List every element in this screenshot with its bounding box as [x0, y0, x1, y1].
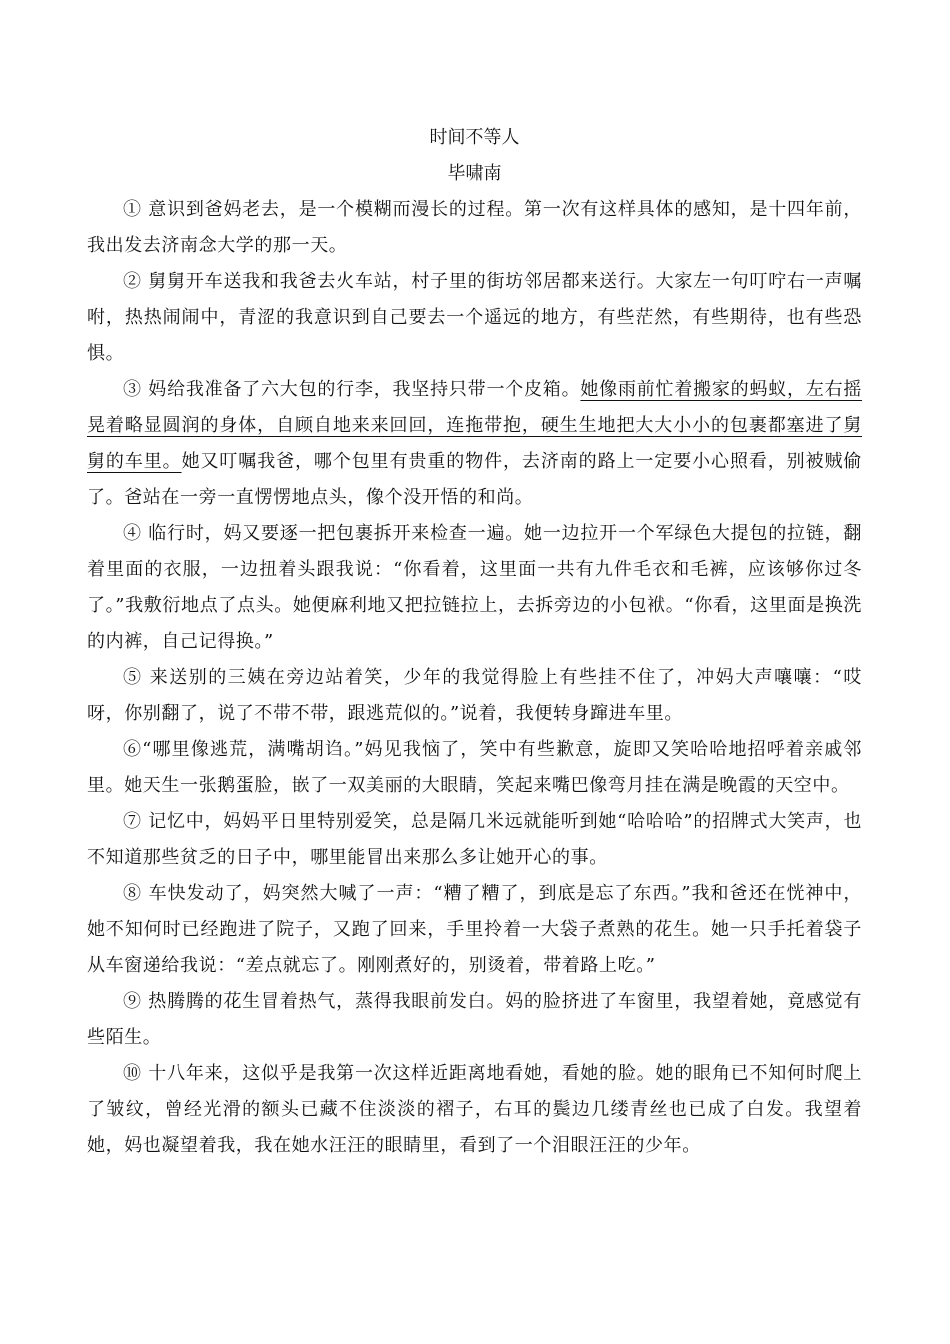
- paragraph-text: ① 意识到爸妈老去，是一个模糊而漫长的过程。第一次有这样具体的感知，是十四年前，我出发去济南念大学的那一天。: [87, 199, 862, 256]
- paragraph: [87, 372, 862, 516]
- paragraph: [87, 264, 862, 372]
- article-body: [87, 192, 862, 1164]
- paragraph-text: ⑦ 记忆中，妈妈平日里特别爱笑，总是隔几米远就能听到她“哈哈哈”的招牌式大笑声，也不知道那些贫乏的日子中，哪里能冒出来那么多让她开心的事。: [87, 811, 862, 868]
- paragraph: [87, 804, 862, 876]
- document-page: [87, 120, 862, 1164]
- paragraph-text: ④ 临行时，妈又要逐一把包裹拆开来检查一遍。她一边拉开一个军绿色大提包的拉链，翻着里面的衣服，一边扭着头跟我说：“你看着，这里面一共有九件毛衣和毛裤，应该够你过冬了。”我敷衍地点了点头。她便麻利地又把拉链拉上，去拆旁边的小包袱。“你看，这里面是换洗的内裤，自己记得换。”: [87, 523, 862, 652]
- paragraph: [87, 660, 862, 732]
- paragraph: [87, 1056, 862, 1164]
- paragraph-text: 她又叮嘱我爸，哪个包里有贵重的物件，去济南的路上一定要小心照看，别被贼偷了。爸站在一旁一直愣愣地点头，像个没开悟的和尚。: [87, 451, 863, 508]
- paragraph-text: ③ 妈给我准备了六大包的行李，我坚持只带一个皮箱。: [123, 379, 581, 400]
- paragraph-text: ② 舅舅开车送我和我爸去火车站，村子里的街坊邻居都来送行。大家左一句叮咛右一声嘱咐，热热闹闹中，青涩的我意识到自己要去一个遥远的地方，有些茫然，有些期待，也有些恐惧。: [87, 271, 862, 364]
- paragraph-text: ⑤ 来送别的三姨在旁边站着笑，少年的我觉得脸上有些挂不住了，冲妈大声嚷嚷：“哎呀，你别翻了，说了不带不带，跟逃荒似的。”说着，我便转身蹿进车里。: [87, 667, 862, 724]
- paragraph-text: ⑥“哪里像逃荒，满嘴胡诌。”妈见我恼了，笑中有些歉意，旋即又笑哈哈地招呼着亲戚邻里。她天生一张鹅蛋脸，嵌了一双美丽的大眼睛，笑起来嘴巴像弯月挂在满是晚霞的天空中。: [87, 739, 862, 796]
- paragraph-text: ⑧ 车快发动了，妈突然大喊了一声：“糟了糟了，到底是忘了东西。”我和爸还在恍神中，她不知何时已经跑进了院子，又跑了回来，手里拎着一大袋子煮熟的花生。她一只手托着袋子从车窗递给我说：“差点就忘了。刚刚煮好的，别烫着，带着路上吃。”: [87, 883, 862, 976]
- paragraph: [87, 192, 862, 264]
- paragraph-text: ⑨ 热腾腾的花生冒着热气，蒸得我眼前发白。妈的脸挤进了车窗里，我望着她，竟感觉有些陌生。: [87, 991, 862, 1048]
- paragraph: [87, 876, 862, 984]
- paragraph: [87, 516, 862, 660]
- article-title: 时间不等人: [429, 127, 520, 148]
- underlined-text: 她像雨前忙着搬家的蚂蚁，左右摇晃着略显圆润的身体，自顾自地来来回回，连拖带抱，硬生生地把大大小小的包裹都塞进了舅舅的车里。: [87, 379, 862, 472]
- paragraph-text: ⑩ 十八年来，这似乎是我第一次这样近距离地看她，看她的脸。她的眼角已不知何时爬上了皱纹，曾经光滑的额头已藏不住淡淡的褶子，右耳的鬓边几缕青丝也已成了白发。我望着她，妈也凝望着我，我在她水汪汪的眼睛里，看到了一个泪眼汪汪的少年。: [87, 1063, 862, 1156]
- article-author: 毕啸南: [447, 163, 502, 184]
- paragraph: [87, 732, 862, 804]
- paragraph: [87, 984, 862, 1056]
